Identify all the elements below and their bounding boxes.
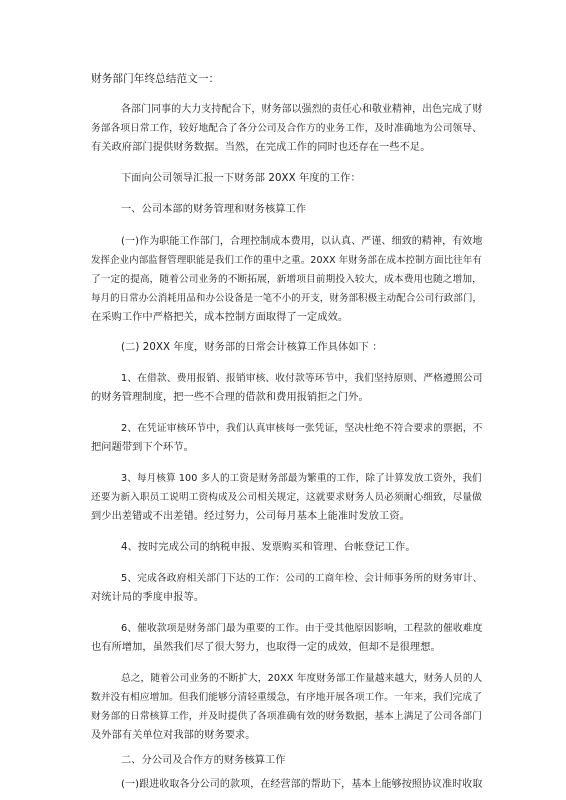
item-2-line-2: 把问题带到下个环节。 [91, 442, 194, 453]
report-intro: 下面向公司领导汇报一下财务部 20XX 年度的工作： [121, 173, 361, 184]
intro-line-3: 有关政府部门提供财务数据。当然，在完成工作的同时也还存在一些不足。 [91, 142, 431, 153]
summary-line-2: 数并没有相应增加。但我们能够分清轻重缓急，有序地开展各项工作。一年来，我们完成了 [91, 692, 482, 703]
section-2-heading: 二、分公司及合作方的财务核算工作 [121, 755, 286, 766]
para-1-line-5: 在采购工作中严格把关，成本控制方面取得了一定成效。 [91, 312, 349, 323]
item-1-line-1: 1、在借款、费用报销、报销审核、收付款等环节中，我们坚持原则、严格遵照公司 [121, 373, 483, 384]
item-3-line-1: 3、每月核算 100 多人的工资是财务部最为繁重的工作，除了计算发放工资外，我们 [121, 473, 482, 484]
item-2-line-1: 2、在凭证审核环节中，我们认真审核每一张凭证，坚决杜绝不符合要求的票据，不 [121, 423, 483, 434]
item-6-line-1: 6、催收款项是财务部门最为重要的工作。由于受其他原因影响，工程款的催收难度 [121, 623, 483, 634]
para-1-line-3: 了一定的提高，随着公司业务的不断拓展，新增项目前期投入较大，成本费用也随之增加， [91, 274, 482, 285]
item-6-line-2: 也有所增加，虽然我们尽了很大努力，也取得一定的成效，但却不是很理想。 [91, 642, 441, 653]
para-1-line-1: (一)作为职能工作部门，合理控制成本费用，以认真、严谨、细致的精神，有效地 [121, 236, 483, 247]
item-3-line-3: 到少出差错或不出差错。经过努力，公司每月基本上能准时发放工资。 [91, 511, 410, 522]
item-4: 4、按时完成公司的纳税申报、发票购买和管理、台帐登记工作。 [121, 542, 416, 553]
summary-line-3: 财务部的日常核算工作，并及时提供了各项准确有效的财务数据，基本上满足了公司各部门 [91, 711, 482, 722]
item-3-line-2: 还要为新入职员工说明工资构成及公司相关规定，这就要求财务人员必须耐心细致，尽量做 [91, 492, 482, 503]
item-5-line-1: 5、完成各政府相关部门下达的工作：公司的工商年检、会计师事务所的财务审计、 [121, 573, 483, 584]
document-title: 财务部门年终总结范文一： [91, 73, 220, 85]
summary-line-4: 及外部有关单位对我部的财务要求。 [91, 730, 256, 741]
intro-line-1: 各部门同事的大力支持配合下，财务部以强烈的责任心和敬业精神，出色完成了财 [121, 104, 483, 115]
item-5-line-2: 对统计局的季度申报等。 [91, 592, 205, 603]
para-1-line-2: 发挥企业内部监督管理职能是我们工作的重中之重。20XX 年财务部在成本控制方面比往年有 [91, 255, 482, 266]
item-1-line-2: 的财务管理制度，把一些不合理的借款和费用报销拒之门外。 [91, 392, 369, 403]
summary-line-1: 总之，随着公司业务的不断扩大，20XX 年度财务部工作量越来越大，财务人员的人 [121, 673, 483, 684]
section-2-para-line-1: (一)跟进收取各分公司的款项，在经营部的帮助下，基本上能够按照协议准时收取 [121, 779, 483, 790]
para-1-line-4: 每月的日常办公消耗用品和办公设备是一笔不小的开支，财务部积极主动配合公司行政部门， [91, 293, 483, 304]
section-1-heading: 一、公司本部的财务管理和财务核算工作 [121, 204, 307, 215]
intro-line-2: 务部各项日常工作，较好地配合了各分公司及合作方的业务工作，及时准确地为公司领导、 [91, 123, 482, 134]
para-2-heading: (二) 20XX 年度，财务部的日常会计核算工作具体如下 ： [121, 342, 383, 353]
